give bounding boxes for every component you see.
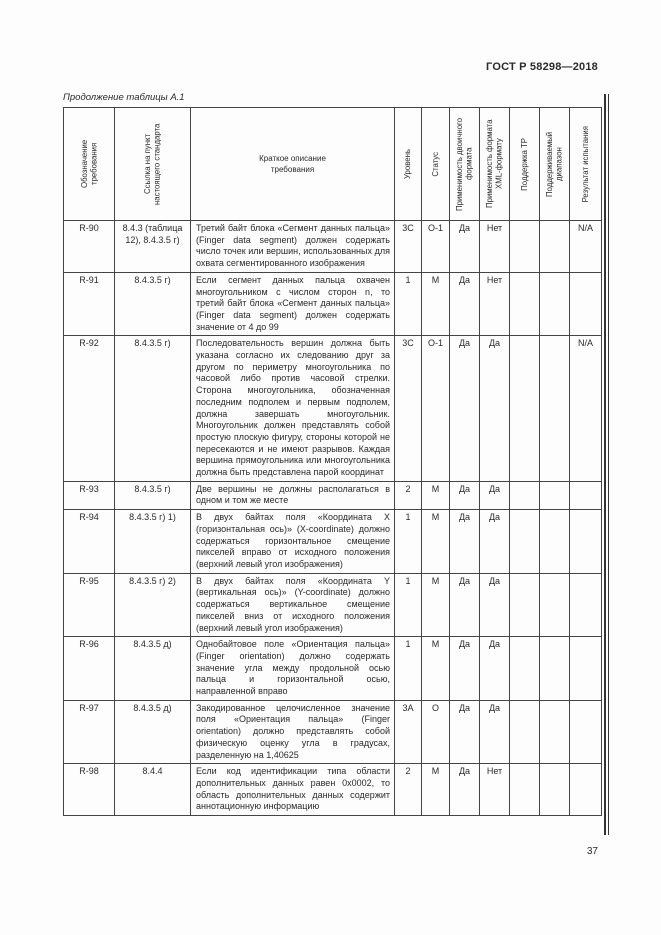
cell-xml-applicability: Да [480,573,510,637]
cell-description: Закодированное целочисленное значение поля «Ориентация пальца» (Finger orientation) должно представлять собой физическую оценку угла в градусах, разделенную на 1,40625 [191,700,395,764]
cell-description: В двух байтах поля «Координата Y (вертикальная ось)» (Y-coordinate) должно содержаться вертикальное смещение пикселей вниз от исходного положения (верхний левый угол изображения) [191,573,395,637]
cell-req-id: R-93 [64,481,115,509]
table-row [64,637,602,701]
cell-binary-applicability: Да [450,573,480,637]
table-row [64,700,602,764]
cell-binary-applicability: Да [450,336,480,481]
col-header-xml: Применимость формата XML-формату [480,108,510,221]
cell-supported-range [540,510,570,574]
cell-req-id: R-96 [64,637,115,701]
cell-supported-range [540,764,570,816]
cell-status: M [422,272,450,336]
cell-supported-range [540,700,570,764]
cell-tp-support [510,700,540,764]
cell-ref: 8.4.4 [115,764,191,816]
cell-level: 3A [395,700,422,764]
cell-test-result [570,481,602,509]
page-number: 37 [586,846,598,857]
cell-level: 3C [395,336,422,481]
cell-description: Если код идентификации типа области дополнительных данных равен 0x0002, то область дополнительных данных содержит аннотационную информацию [191,764,395,816]
cell-xml-applicability: Нет [480,221,510,273]
cell-status: M [422,637,450,701]
cell-status: M [422,481,450,509]
cell-test-result: N/A [570,221,602,273]
cell-level: 2 [395,481,422,509]
table-row [64,764,602,816]
cell-level: 1 [395,573,422,637]
col-header-tp: Поддержка ТР [510,108,540,221]
cell-xml-applicability: Да [480,510,510,574]
col-header-ref: Ссылка на пункт настоящего стандарта [115,108,191,221]
cell-req-id: R-95 [64,573,115,637]
cell-status: O-1 [422,336,450,481]
cell-tp-support [510,221,540,273]
col-header-level: Уровень [395,108,422,221]
cell-level: 1 [395,637,422,701]
cell-binary-applicability: Да [450,637,480,701]
margin-bar-left [604,94,606,835]
cell-binary-applicability: Да [450,221,480,273]
cell-req-id: R-98 [64,764,115,816]
cell-description: Последовательность вершин должна быть указана согласно их следованию друг за другом по периметру многоугольника по часовой либо против часовой стрелки. Сторона многоугольника, обозначенная последним подполем и первым подполем, должна завершать многоугольник. Многоугольник должен представлять собой простую плоскую фигуру, стороны которой не пересекаются и не имеют разрывов. Каждая вершина прямоугольника или многоугольника должна быть представлена парой координат [191,336,395,481]
cell-tp-support [510,573,540,637]
cell-binary-applicability: Да [450,764,480,816]
cell-req-id: R-97 [64,700,115,764]
col-header-range: Поддерживаемый диапазон [540,108,570,221]
cell-status: M [422,573,450,637]
cell-req-id: R-91 [64,272,115,336]
cell-supported-range [540,272,570,336]
col-header-bin: Применимость двоичного формата [450,108,480,221]
cell-tp-support [510,272,540,336]
cell-ref: 8.4.3.5 г) [115,272,191,336]
cell-tp-support [510,336,540,481]
cell-supported-range [540,221,570,273]
cell-status: M [422,510,450,574]
cell-test-result [570,764,602,816]
cell-description: В двух байтах поля «Координата X (горизонтальная ось)» (X-coordinate) должно содержаться горизонтальное смещение пикселей вправо от исходного положения (верхний левый угол изображения) [191,510,395,574]
cell-description: Третий байт блока «Сегмент данных пальца» (Finger data segment) должен содержать число точек или вершин, использованных для охвата сегментированного изображения [191,221,395,273]
cell-xml-applicability: Да [480,637,510,701]
col-header-result: Результат испытания [570,108,602,221]
cell-supported-range [540,573,570,637]
cell-description: Если сегмент данных пальца охвачен многоугольником с числом сторон n, то третий байт блока «Сегмент данных пальца» (Finger data segment) должен содержать значение от 4 до 99 [191,272,395,336]
cell-description: Две вершины не должны располагаться в одном и том же месте [191,481,395,509]
requirements-table [63,107,602,816]
cell-level: 3C [395,221,422,273]
cell-test-result [570,510,602,574]
cell-binary-applicability: Да [450,510,480,574]
cell-xml-applicability: Нет [480,272,510,336]
cell-supported-range [540,637,570,701]
cell-supported-range [540,336,570,481]
cell-tp-support [510,510,540,574]
col-header-desc: Краткое описание требования [191,108,395,221]
cell-supported-range [540,481,570,509]
cell-ref: 8.4.3.5 г) [115,336,191,481]
cell-test-result [570,272,602,336]
margin-bar-right [608,94,609,835]
col-header-id: Обозначение требования [64,108,115,221]
table-row [64,336,602,481]
col-header-status: Статус [422,108,450,221]
table-row [64,573,602,637]
cell-level: 2 [395,764,422,816]
cell-test-result [570,573,602,637]
cell-tp-support [510,637,540,701]
table-row [64,481,602,509]
cell-binary-applicability: Да [450,481,480,509]
cell-test-result: N/A [570,336,602,481]
table-continuation-caption: Продолжение таблицы А.1 [63,92,185,103]
cell-level: 1 [395,272,422,336]
cell-ref: 8.4.3.5 г) [115,481,191,509]
cell-status: O-1 [422,221,450,273]
cell-req-id: R-90 [64,221,115,273]
cell-status: M [422,764,450,816]
cell-binary-applicability: Да [450,272,480,336]
cell-req-id: R-92 [64,336,115,481]
cell-ref: 8.4.3.5 д) [115,700,191,764]
cell-xml-applicability: Да [480,700,510,764]
cell-ref: 8.4.3.5 д) [115,637,191,701]
cell-ref: 8.4.3.5 г) 2) [115,573,191,637]
cell-test-result [570,637,602,701]
cell-tp-support [510,764,540,816]
cell-status: O [422,700,450,764]
cell-binary-applicability: Да [450,700,480,764]
cell-xml-applicability: Нет [480,764,510,816]
cell-xml-applicability: Да [480,336,510,481]
table-row [64,272,602,336]
cell-req-id: R-94 [64,510,115,574]
cell-xml-applicability: Да [480,481,510,509]
cell-ref: 8.4.3.5 г) 1) [115,510,191,574]
cell-ref: 8.4.3 (таблица 12), 8.4.3.5 г) [115,221,191,273]
table-header-row [64,108,602,221]
cell-description: Однобайтовое поле «Ориентация пальца» (Finger orientation) должно содержать значение угла между продольной осью пальца и горизонтальной осью, направленной вправо [191,637,395,701]
page-header-standard: ГОСТ Р 58298—2018 [486,61,598,73]
cell-tp-support [510,481,540,509]
table-row [64,221,602,273]
cell-level: 1 [395,510,422,574]
table-row [64,510,602,574]
cell-test-result [570,700,602,764]
